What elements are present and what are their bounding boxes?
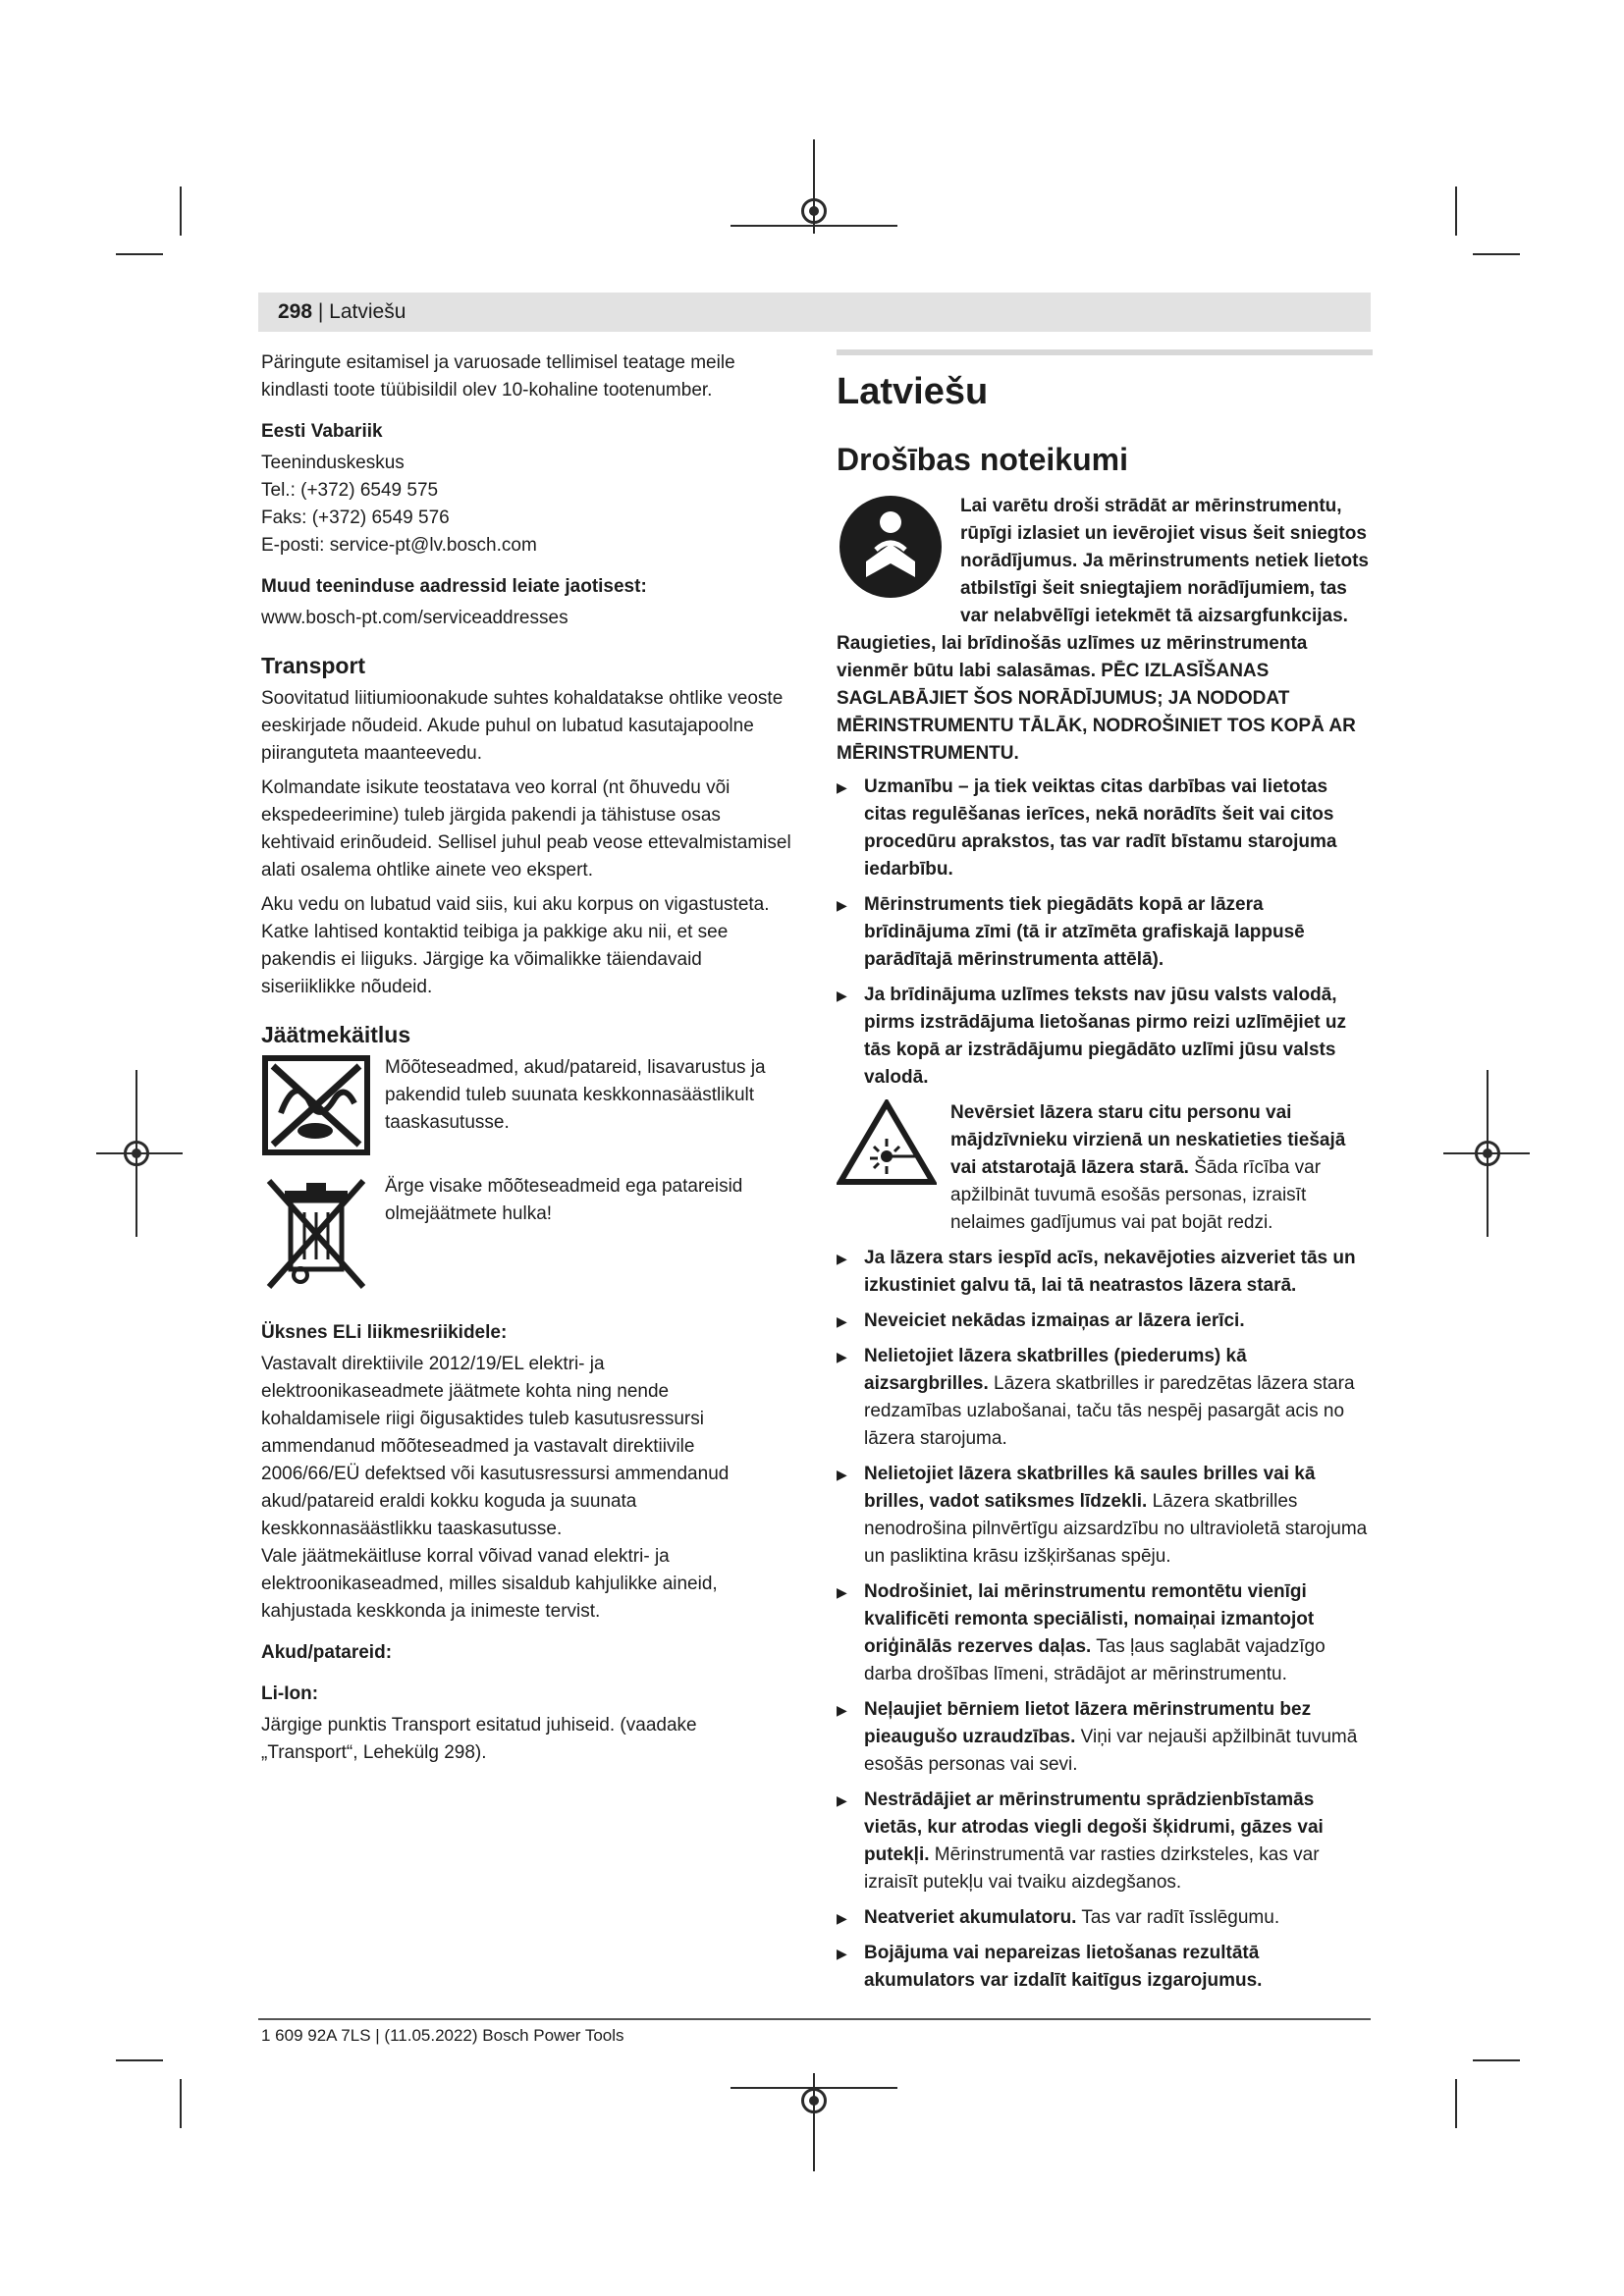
right-column (837, 349, 1373, 2002)
safety-list (837, 1245, 1373, 1995)
transport-paragraph: Kolmandate isikute teostatava veo korral (nt õhuvedu või ekspedeerimine) tuleb järgida pakendi ja tähistuse osas kehtivaid erinõudeid. Sellisel juhul peab veose ettevalmistamisel alati osalema ohtlike ainete veo ekspert. (261, 777, 791, 881)
registration-line (731, 225, 897, 227)
list-item: ▶ Nestrādājiet ar mērinstrumentu sprādzienbīstamās vietās, kur atrodas viegli degoši šķidrumi, gāzes vai putekļi. Mērinstrumentā var rasties dzirksteles, kas var izraisīt putekļu vai tvaiku aizdegšanos. (837, 1787, 1373, 1896)
list-item: ▶ Neļaujiet bērniem lietot lāzera mērinstrumentu bez pieaugušo uzraudzības. Viņi var nejauši apžilbināt tuvumā esošās personas vai sevi. (837, 1696, 1373, 1779)
service-url: www.bosch-pt.com/serviceaddresses (261, 608, 568, 628)
disposal-row (261, 1054, 791, 1165)
laser-warning-block (837, 1099, 1373, 1237)
crop-mark (1455, 2079, 1457, 2128)
registration-mark-icon (124, 1141, 149, 1166)
registration-mark-icon (801, 198, 827, 224)
left-column (261, 349, 791, 1774)
crop-mark (116, 253, 163, 255)
crop-mark (1455, 187, 1457, 236)
page-number: 298 (278, 300, 313, 323)
disposal-paragraph: Mõõteseadmed, akud/patareid, lisavarustus ja pakendid tuleb suunata keskkonnasäästlikult taaskasutusse. (385, 1057, 766, 1133)
list-item: ▶ Ja lāzera stars iespīd acīs, nekavējoties aizveriet tās un izkustiniet galvu tā, lai tā neatrastos lāzera starā. (837, 1245, 1373, 1300)
list-item: ▶ Nelietojiet lāzera skatbrilles (piederums) kā aizsargbrilles. Lāzera skatbrilles ir paredzētas lāzera stara redzamības uzlabošanai, taču tās nespēj pasargāt acis no lāzera starojuma. (837, 1343, 1373, 1453)
language-title: Latviešu (837, 371, 989, 412)
header-section: Latviešu (329, 300, 406, 323)
list-item: ▶ Mērinstruments tiek piegādāts kopā ar lāzera brīdinājuma zīmi (tā ir atzīmēta grafiskajā lappusē parādītajā mērinstrumenta attēlā). (837, 891, 1373, 974)
safety-intro: Lai varētu droši strādāt ar mērinstrumentu, rūpīgi izlasiet un ievērojiet visus šeit sniegtos norādījumus. Ja mērinstruments netiek lietots atbilstīgi šeit sniegtajiem norādījumiem, tas var nelabvēlīgi ietekmēt tā aizsargfunkcijas. Raugieties, lai brīdinošās uzlīmes uz mērinstrumenta vienmēr būtu labi salasāmas. PĒC IZLASĪŠANAS SAGLABĀJIET ŠOS NORĀDĪJUMUS; JA NODODAT MĒRINSTRUMENTU TĀLĀK, NODROŠINIET TOS KOPĀ AR MĒRINSTRUMENTU. (837, 496, 1369, 764)
list-item: ▶ Uzmanību – ja tiek veiktas citas darbības vai lietotas citas regulēšanas ierīces, nekā norādīts šeit vai citos procedūru aprakstos, tas var radīt bīstamu starojuma iedarbību. (837, 774, 1373, 883)
footer-rule (258, 2018, 1371, 2020)
crossed-bin-icon (261, 1173, 371, 1302)
contact-heading: Eesti Vabariik (261, 421, 383, 442)
liion-paragraph: Järgige punktis Transport esitatud juhiseid. (vaadake „Transport“, Lehekülg 298). (261, 1715, 697, 1763)
list-item: ▶ Neveiciet nekādas izmaiņas ar lāzera ierīci. (837, 1308, 1373, 1335)
list-item: ▶ Ja brīdinājuma uzlīmes teksts nav jūsu valsts valodā, pirms izstrādājuma lietošanas pirmo reizi uzlīmējiet uz tās kopā ar izstrādājumu piegādāto uzlīmi jūsu valsts valodā. (837, 982, 1373, 1092)
contact-line: Faks: (+372) 6549 576 (261, 507, 450, 528)
page-header-text: 298 | Latviešu (278, 300, 406, 323)
liion-heading: Li-Ion: (261, 1683, 319, 1704)
weee-row (261, 1173, 791, 1302)
crop-mark (180, 2079, 182, 2128)
disposal-paragraph: Ärge visake mõõteseadmeid ega patareisid olmejäätmete hulka! (385, 1176, 743, 1224)
disposal-heading: Jäätmekäitlus (261, 1022, 411, 1047)
eu-heading: Üksnes ELi liikmesriikidele: (261, 1322, 508, 1343)
eu-paragraph: Vastavalt direktiivile 2012/19/EL elektri- ja elektroonikaseadmete jäätmete kohta ning nende kohaldamisele riigi õigusaktides tuleb kasutusressursi ammendanud mõõteseadmed ja vastavalt direktiivile 2006/66/EÜ defektsed või kasutusressursi ammendanud akud/patareid eraldi kokku koguda ja suunata keskkonnasäästlikku taaskasutusse. (261, 1354, 730, 1539)
service-heading: Muud teeninduse aadressid leiate jaotisest: (261, 576, 647, 597)
transport-paragraph: Aku vedu on lubatud vaid siis, kui aku korpus on vigastusteta. Katke lahtised kontaktid teibiga ja pakkige aku nii, et see pakendis ei liiguks. Järgige ka võimalikke täiendavaid siseriiklikke nõudeid. (261, 894, 770, 997)
safety-list (837, 774, 1373, 1092)
page-header (258, 293, 1371, 332)
page-footer: 1 609 92A 7LS | (11.05.2022) Bosch Power Tools (261, 2026, 624, 2045)
contact-line: Tel.: (+372) 6549 575 (261, 480, 439, 501)
list-item: ▶ Neatveriet akumulatoru. Tas var radīt īsslēgumu. (837, 1904, 1373, 1932)
crop-mark (1473, 253, 1520, 255)
safety-title: Drošības noteikumi (837, 442, 1128, 477)
parts-intro: Päringute esitamisel ja varuosade tellimisel teatage meile kindlasti toote tüübisildil olev 10-kohaline tootenumber. (261, 352, 735, 400)
list-item: ▶ Bojājuma vai nepareizas lietošanas rezultātā akumulators var izdalīt kaitīgus izgarojumus. (837, 1940, 1373, 1995)
crop-mark (1473, 2059, 1520, 2061)
contact-line: Teeninduskeskus (261, 453, 405, 473)
battery-heading: Akud/patareid: (261, 1642, 393, 1663)
registration-mark-icon (1475, 1141, 1500, 1166)
no-dispose-battery-icon (261, 1054, 371, 1165)
transport-heading: Transport (261, 653, 366, 678)
registration-mark-icon (801, 2088, 827, 2113)
crop-mark (180, 187, 182, 236)
laser-warning-text: Nevērsiet lāzera staru citu personu vai mājdzīvnieku virzienā un neskatieties tiešajā vai atstarotajā lāzera starā. Šāda rīcība var apžilbināt tuvumā esošās personas, izraisīt nelaimes gadījumus vai pat bojāt redzi. (950, 1102, 1346, 1233)
list-item: ▶ Nodrošiniet, lai mērinstrumentu remontētu vienīgi kvalificēti remonta speciālisti, nomaiņai izmantojot oriģinālās rezerves daļas. Tas ļaus saglabāt vajadzīgo darba drošības līmeni, strādājot ar mērinstrumentu. (837, 1578, 1373, 1688)
read-manual-icon (837, 493, 945, 610)
contact-line: E-posti: service-pt@lv.bosch.com (261, 535, 537, 556)
laser-warning-icon (837, 1099, 937, 1237)
eu-paragraph: Vale jäätmekäitluse korral võivad vanad elektri- ja elektroonikaseadmed, milles sisaldub kahjulikke aineid, kahjustada keskkonda ja inimeste tervist. (261, 1546, 718, 1622)
safety-intro-block (837, 493, 1373, 768)
title-rule (837, 349, 1373, 355)
list-item: ▶ Nelietojiet lāzera skatbrilles kā saules brilles vai kā brilles, vadot satiksmes līdzekli. Lāzera skatbrilles nenodrošina pilnvērtīgu aizsardzību no ultravioletā starojuma un pasliktina krāsu izšķiršanas spēju. (837, 1461, 1373, 1571)
transport-paragraph: Soovitatud liitiumioonakude suhtes kohaldatakse ohtlike veoste eeskirjade nõudeid. Akude puhul on lubatud kasutajapoolne piiranguteta maanteevedu. (261, 688, 784, 764)
crop-mark (116, 2059, 163, 2061)
